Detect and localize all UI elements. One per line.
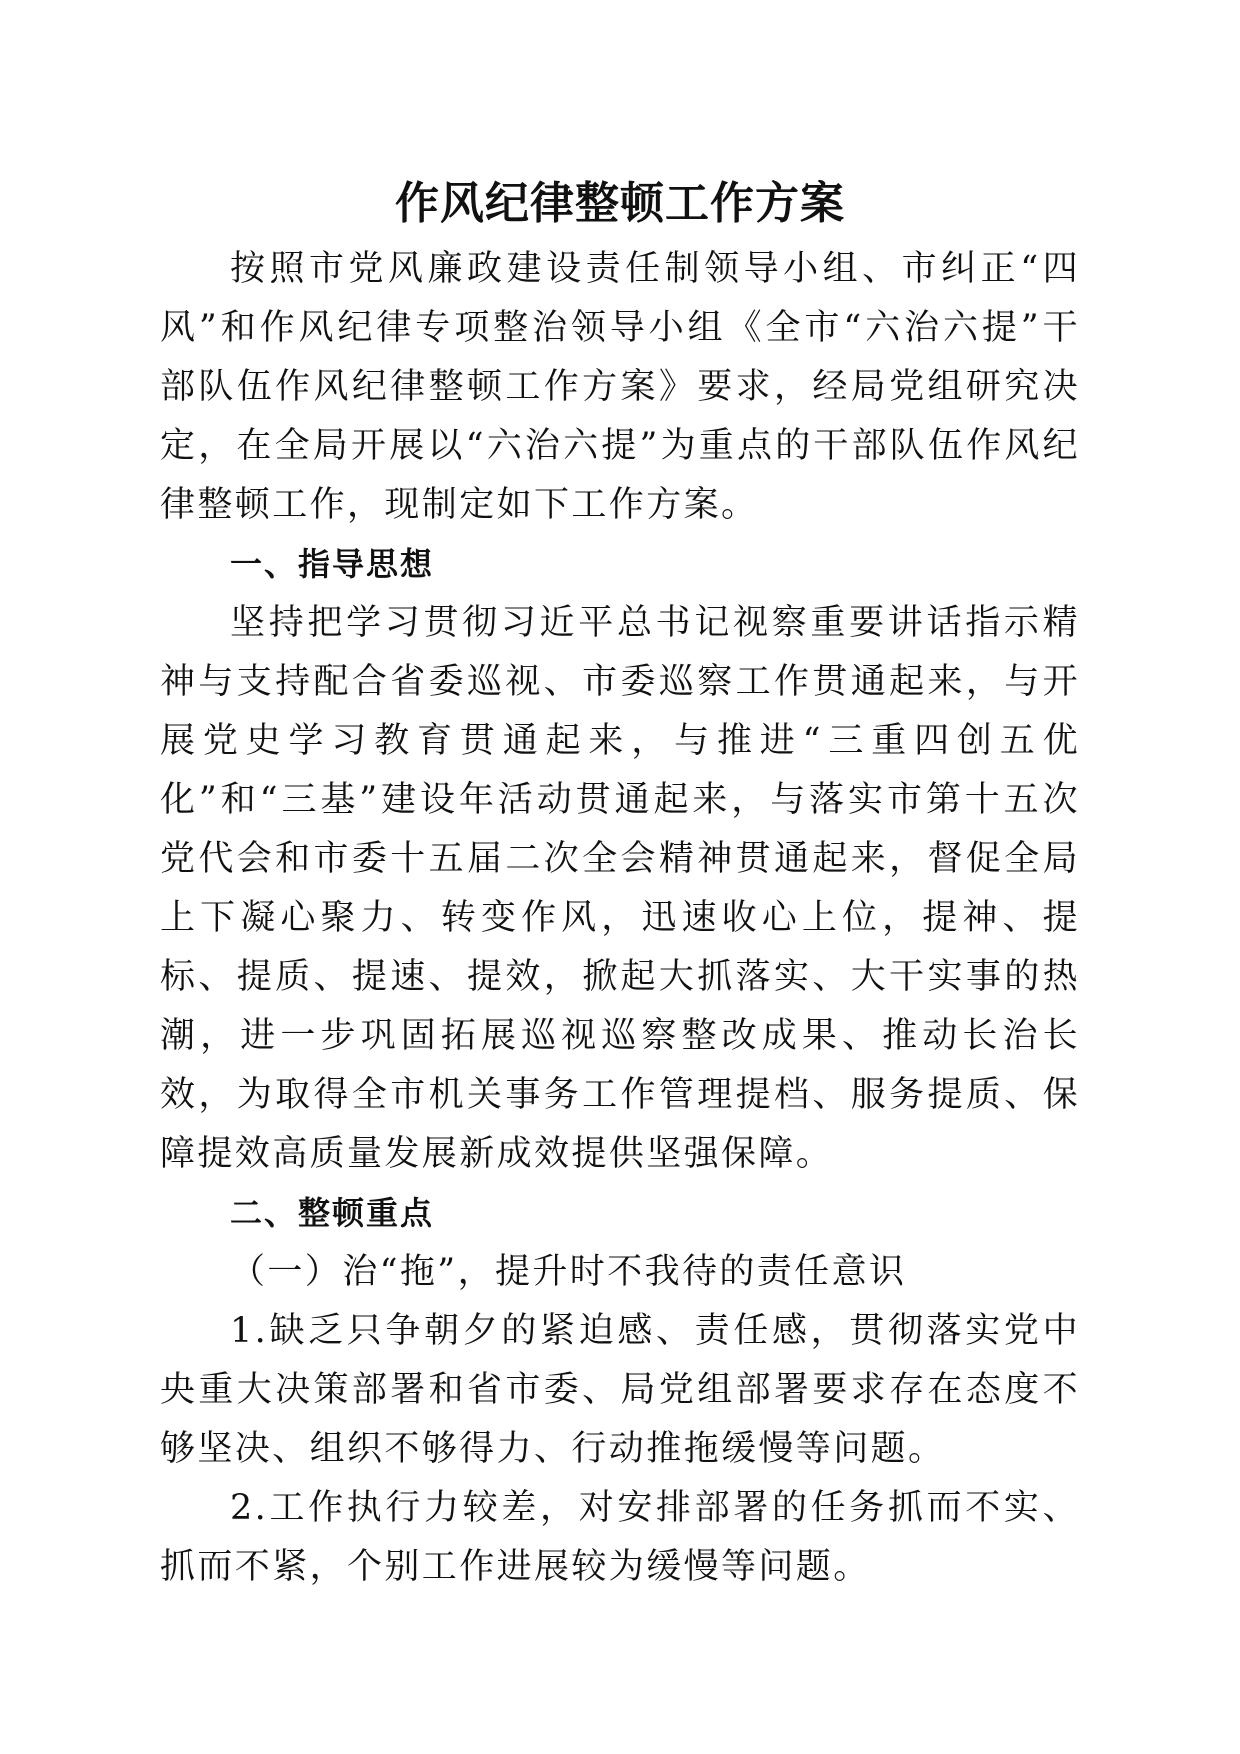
subsection-heading-delay: （一）治“拖”，提升时不我待的责任意识: [230, 1252, 907, 1292]
document-body: [160, 172, 1080, 1597]
document-title: 作风纪律整顿工作方案: [395, 178, 845, 229]
list-item: 1.缺乏只争朝夕的紧迫感、责任感，贯彻落实党中央重大决策部署和省市委、局党组部署要求存在态度不够坚决、组织不够得力、行动推拖缓慢等问题。: [160, 1311, 1080, 1469]
list-item: 2.工作执行力较差，对安排部署的任务抓而不实、抓而不紧，个别工作进展较为缓慢等问题。: [160, 1488, 1080, 1587]
guiding-ideology-paragraph: 坚持把学习贯彻习近平总书记视察重要讲话指示精神与支持配合省委巡视、市委巡察工作贯通起来，与开展党史学习教育贯通起来，与推进“三重四创五优化”和“三基”建设年活动贯通起来，与落实市第十五次党代会和市委十五届二次全会精神贯通起来，督促全局上下凝心聚力、转变作风，迅速收心上位，提神、提标、提质、提速、提效，掀起大抓落实、大干实事的热潮，进一步巩固拓展巡视巡察整改成果、推动长治长效，为取得全市机关事务工作管理提档、服务提质、保障提效高质量发展新成效提供坚强保障。: [160, 603, 1080, 1174]
section-heading-rectification-focus: 二、整顿重点: [230, 1194, 435, 1232]
section-heading-guiding-ideology: 一、指导思想: [230, 545, 435, 583]
intro-paragraph: 按照市党风廉政建设责任制领导小组、市纠正“四风”和作风纪律专项整治领导小组《全市“六治六提”干部队伍作风纪律整顿工作方案》要求，经局党组研究决定，在全局开展以“六治六提”为重点的干部队伍作风纪律整顿工作，现制定如下工作方案。: [160, 249, 1080, 525]
